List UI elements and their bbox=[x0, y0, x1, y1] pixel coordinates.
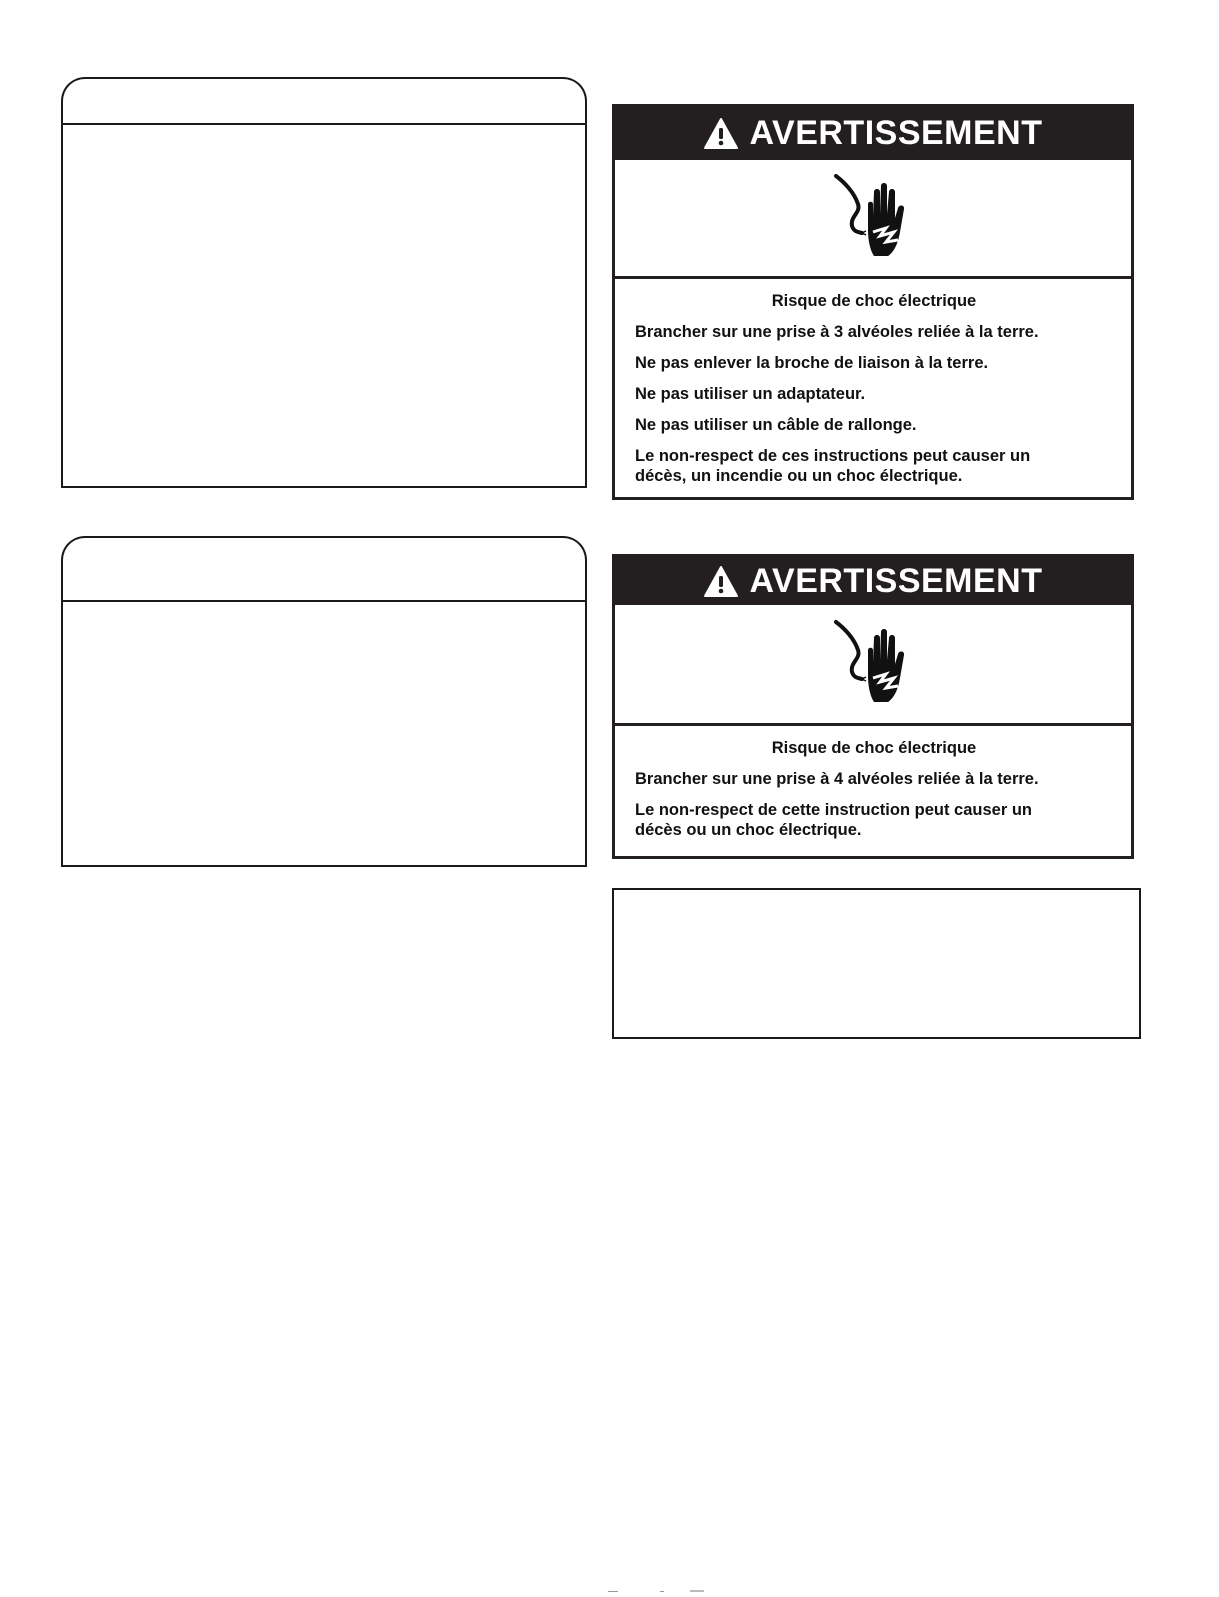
left-box-1-tab bbox=[61, 77, 587, 125]
warning-line-text: Le non-respect de cette instruction peut causer un décès ou un choc électrique. bbox=[635, 801, 1032, 839]
warning-text bbox=[615, 726, 1131, 840]
warning-triangle-icon bbox=[703, 117, 739, 150]
notice-box bbox=[612, 888, 1141, 1039]
risk-title: Risque de choc électrique bbox=[771, 739, 977, 757]
warning-line: Ne pas enlever la broche de liaison à la terre. bbox=[635, 354, 989, 372]
warning-pictogram-area bbox=[615, 160, 1131, 279]
warning-line: Ne pas utiliser un câble de rallonge. bbox=[635, 416, 917, 434]
electrical-shock-hand-icon bbox=[828, 616, 918, 712]
warning-header bbox=[615, 557, 1131, 605]
warning-line bbox=[635, 446, 1113, 486]
warning-pictogram-area bbox=[615, 605, 1131, 726]
warning-line: Ne pas utiliser un adaptateur. bbox=[635, 385, 866, 403]
warning-panel-1 bbox=[612, 104, 1134, 500]
warning-header bbox=[615, 107, 1131, 160]
warning-header-label: AVERTISSEMENT bbox=[749, 561, 1043, 600]
left-box-1-body bbox=[61, 123, 587, 488]
left-box-2-body bbox=[61, 600, 587, 867]
warning-triangle-icon bbox=[703, 565, 739, 598]
warning-panel-2 bbox=[612, 554, 1134, 859]
risk-title: Risque de choc électrique bbox=[771, 292, 977, 310]
electrical-shock-hand-icon bbox=[828, 170, 918, 266]
left-box-1 bbox=[61, 77, 587, 488]
left-box-2 bbox=[61, 536, 587, 867]
warning-line: Brancher sur une prise à 3 alvéoles reliée à la terre. bbox=[635, 323, 1039, 341]
left-box-2-tab bbox=[61, 536, 587, 602]
warning-header-label: AVERTISSEMENT bbox=[749, 114, 1043, 152]
warning-line: Brancher sur une prise à 4 alvéoles reliée à la terre. bbox=[635, 770, 1039, 788]
warning-line bbox=[635, 800, 1113, 840]
warning-line-text: Le non-respect de ces instructions peut causer un décès, un incendie ou un choc électrique. bbox=[635, 447, 1031, 485]
footer-marks bbox=[0, 1588, 1219, 1594]
warning-text bbox=[615, 279, 1131, 486]
